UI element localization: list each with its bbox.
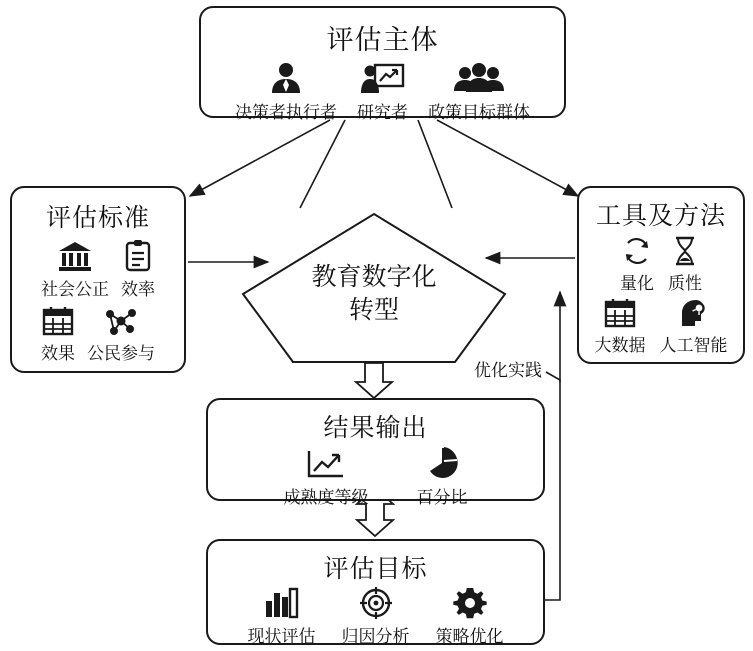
arrow-subject-to-tools: [437, 120, 578, 196]
gear-icon: [453, 587, 487, 619]
node-goal-items: [208, 587, 543, 647]
tools-item-label: 人工智能: [659, 336, 728, 356]
node-subject-title: 评估主体: [326, 25, 439, 56]
line-chart-icon: [306, 448, 346, 480]
goal-item-strategy-optimization[interactable]: [436, 587, 504, 647]
hourglass-icon: [672, 236, 698, 266]
researcher-presentation-icon: [361, 61, 405, 95]
output-item-label: 百分比: [416, 488, 468, 508]
tools-item-quantitative[interactable]: [620, 236, 654, 294]
label-optimize-practice: 优化实践: [474, 361, 542, 381]
criteria-item-label: 公民参与: [87, 344, 155, 364]
subject-item-label: 政策目标群体: [428, 103, 530, 123]
tools-item-label: 量化: [620, 274, 654, 294]
criteria-item-label: 效率: [121, 280, 155, 300]
database-table-icon: [604, 298, 636, 328]
ai-brain-head-icon: [679, 298, 709, 328]
criteria-item-label: 社会公正: [41, 280, 109, 300]
tools-item-label: 大数据: [594, 336, 646, 356]
node-criteria-items-row2: [12, 306, 184, 364]
node-goal-title: 评估目标: [323, 554, 428, 583]
subject-item-decision-maker[interactable]: [235, 61, 337, 123]
target-icon: [359, 587, 393, 619]
node-result-output[interactable]: [206, 398, 545, 508]
goal-item-label: 策略优化: [435, 627, 504, 647]
node-output-title: 结果输出: [323, 413, 428, 442]
output-item-maturity-level[interactable]: [284, 448, 369, 508]
arrow-center-to-output: [356, 363, 392, 398]
arrow-subject-to-center-right: [418, 120, 452, 208]
goal-item-label: 现状评估: [247, 627, 316, 647]
center-text-line2: 转型: [348, 295, 399, 324]
classical-building-icon: [57, 240, 93, 272]
node-subject-items: [201, 61, 564, 123]
node-criteria-items-row1: [12, 240, 184, 300]
tools-item-label: 质性: [668, 274, 702, 294]
checklist-icon: [123, 240, 153, 272]
node-tools-and-methods[interactable]: [577, 186, 745, 364]
goal-item-label: 归因分析: [341, 627, 410, 647]
tools-item-artificial-intelligence[interactable]: [660, 298, 728, 356]
network-nodes-icon: [102, 306, 140, 336]
criteria-item-citizen-participation[interactable]: [87, 306, 155, 364]
node-center-digital-transformation[interactable]: [243, 214, 505, 362]
node-output-items: [208, 446, 543, 508]
center-text-line1: 教育数字化: [311, 262, 437, 291]
criteria-item-effect[interactable]: [41, 306, 75, 364]
node-tools-items-row1: [579, 236, 743, 294]
tools-item-qualitative[interactable]: [668, 236, 702, 294]
node-evaluation-criteria[interactable]: [10, 186, 186, 373]
center-text: [311, 260, 436, 326]
criteria-item-social-justice[interactable]: [41, 240, 109, 300]
feedback-loop-path: [545, 372, 560, 600]
node-evaluation-subject[interactable]: [199, 6, 566, 123]
pie-chart-icon: [423, 446, 461, 480]
criteria-item-efficiency[interactable]: [121, 240, 155, 300]
node-tools-items-row2: [579, 298, 743, 356]
subject-item-researcher[interactable]: [357, 61, 408, 123]
output-item-percentage[interactable]: [417, 446, 468, 508]
node-criteria-title: 评估标准: [45, 203, 150, 232]
cycle-arrows-icon: [621, 236, 653, 266]
output-item-label: 成熟度等级: [283, 488, 369, 508]
node-tools-title: 工具及方法: [595, 201, 726, 230]
goal-item-attribution-analysis[interactable]: [342, 587, 410, 647]
subject-item-label: 决策者执行者: [235, 103, 337, 123]
calendar-icon: [42, 306, 74, 336]
criteria-item-label: 效果: [41, 344, 75, 364]
bar-books-icon: [263, 587, 301, 619]
arrow-subject-to-criteria: [190, 120, 330, 196]
subject-item-target-group[interactable]: [428, 61, 530, 123]
people-group-icon: [453, 61, 505, 95]
node-evaluation-goal[interactable]: [206, 539, 545, 645]
subject-item-label: 研究者: [357, 103, 408, 123]
tools-item-big-data[interactable]: [595, 298, 646, 356]
person-tie-icon: [266, 61, 306, 95]
goal-item-status-assessment[interactable]: [248, 587, 316, 647]
